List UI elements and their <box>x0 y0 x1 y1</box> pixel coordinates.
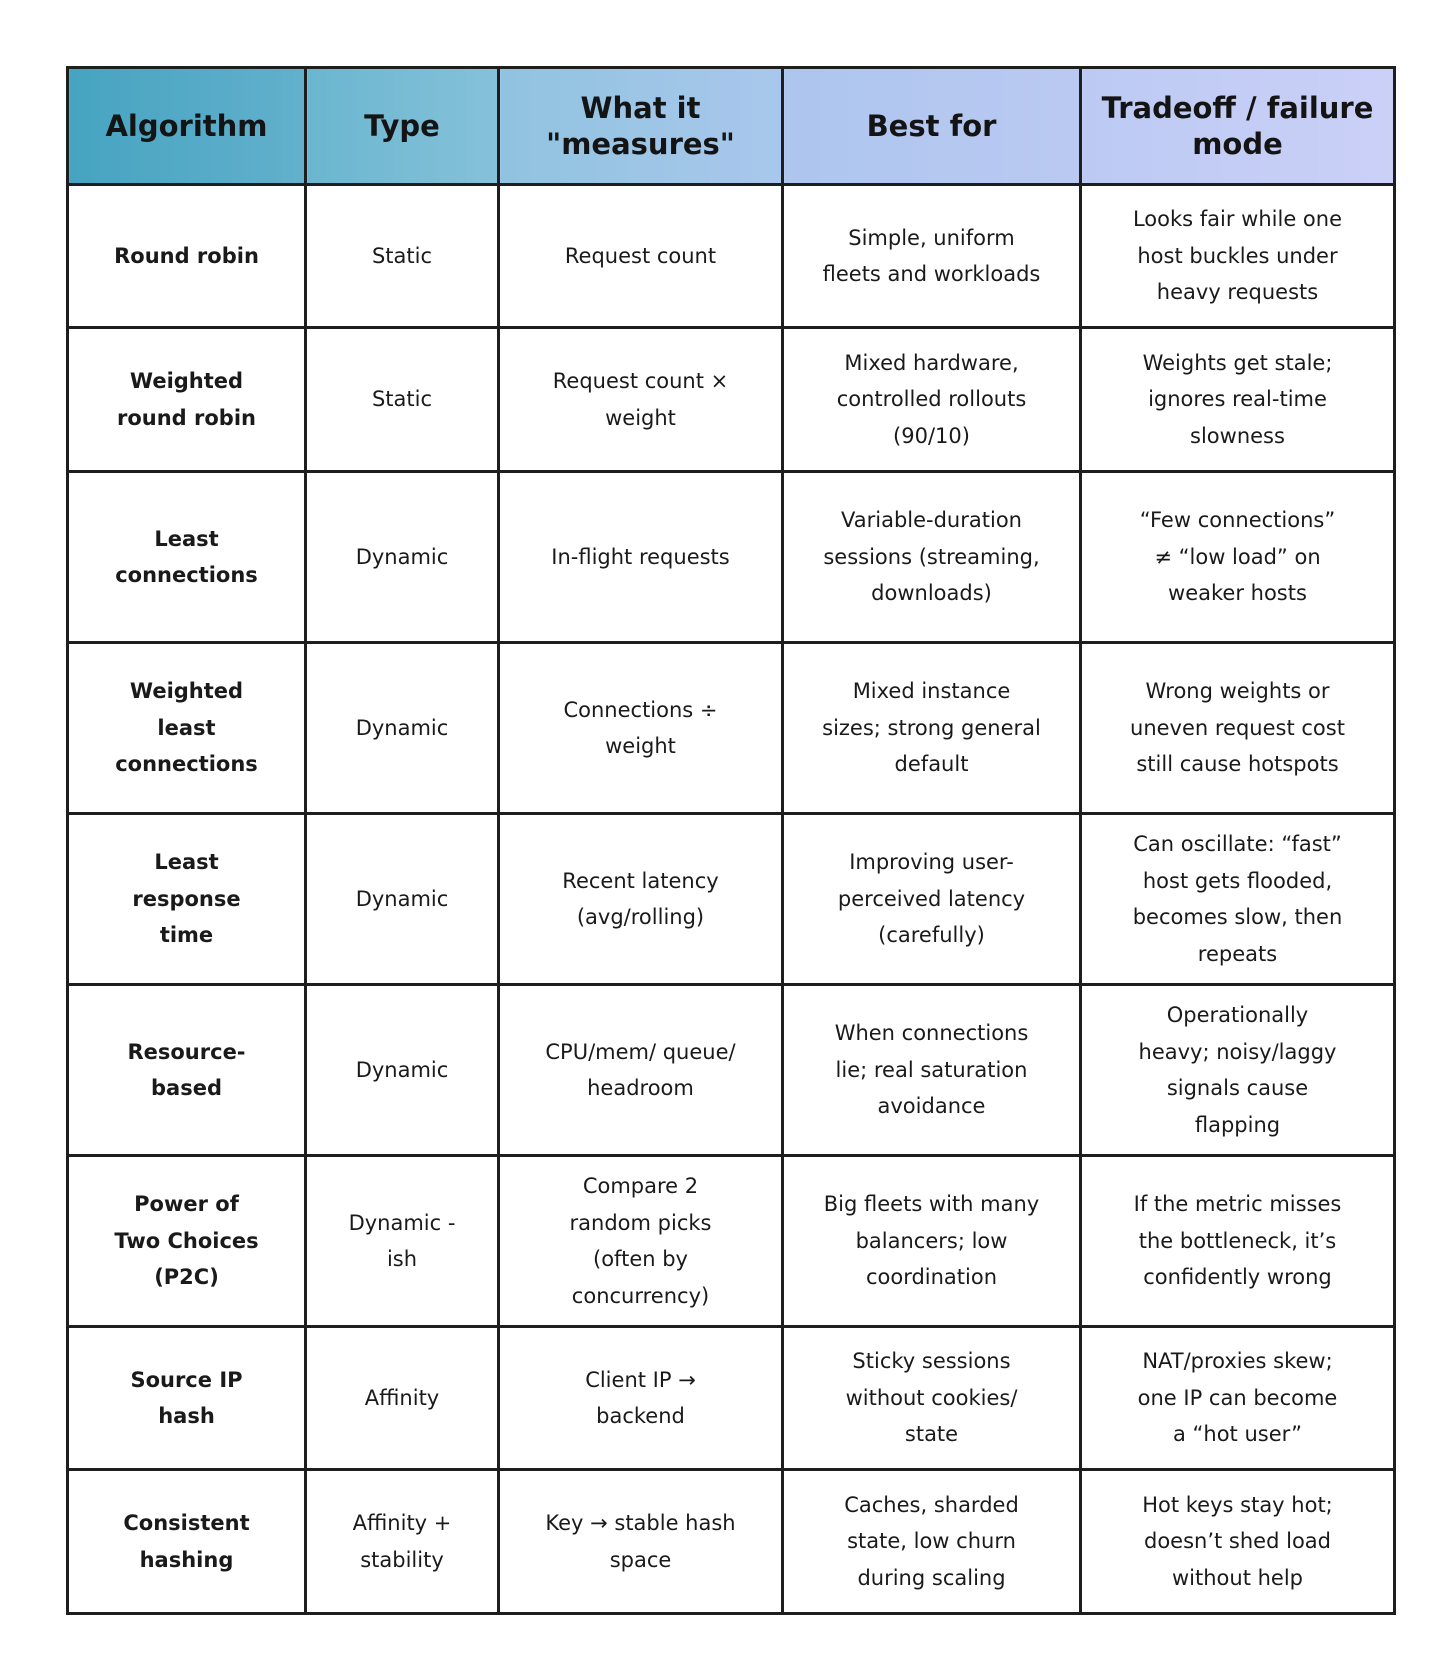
cell-tradeoff: Weights get stale; ignores real-time slowness <box>1081 328 1395 472</box>
cell-measures: Key → stable hash space <box>499 1470 783 1614</box>
cell-type: Affinity <box>306 1327 499 1470</box>
cell-measures: Request count <box>499 185 783 328</box>
cell-type: Dynamic <box>306 643 499 814</box>
cell-tradeoff: Can oscillate: “fast” host gets flooded, becomes slow, then repeats <box>1081 814 1395 985</box>
cell-type: Dynamic <box>306 814 499 985</box>
cell-best-for: Sticky sessions without cookies/ state <box>783 1327 1081 1470</box>
table-row <box>68 1327 1395 1470</box>
table-header <box>68 68 1395 185</box>
load-balancing-algorithms-table <box>66 66 1396 1615</box>
cell-measures: Connections ÷ weight <box>499 643 783 814</box>
cell-algorithm: Weighted round robin <box>68 328 306 472</box>
cell-type: Dynamic -ish <box>306 1156 499 1327</box>
table-row <box>68 1470 1395 1614</box>
cell-best-for: Big fleets with many balancers; low coordination <box>783 1156 1081 1327</box>
header-row <box>68 68 1395 185</box>
cell-type: Dynamic <box>306 472 499 643</box>
cell-algorithm: Consistent hashing <box>68 1470 306 1614</box>
table-row <box>68 1156 1395 1327</box>
table-row <box>68 814 1395 985</box>
cell-tradeoff: Wrong weights or uneven request cost still cause hotspots <box>1081 643 1395 814</box>
cell-type: Affinity + stability <box>306 1470 499 1614</box>
cell-algorithm: Power of Two Choices (P2C) <box>68 1156 306 1327</box>
cell-type: Static <box>306 328 499 472</box>
cell-best-for: Mixed hardware, controlled rollouts (90/10) <box>783 328 1081 472</box>
cell-type: Static <box>306 185 499 328</box>
cell-algorithm: Round robin <box>68 185 306 328</box>
cell-algorithm: Source IP hash <box>68 1327 306 1470</box>
header-tradeoff: Tradeoff / failure mode <box>1081 68 1395 185</box>
table-row <box>68 472 1395 643</box>
cell-tradeoff: Looks fair while one host buckles under heavy requests <box>1081 185 1395 328</box>
cell-tradeoff: Operationally heavy; noisy/laggy signals cause flapping <box>1081 985 1395 1156</box>
header-measures: What it "measures" <box>499 68 783 185</box>
cell-algorithm: Resource-based <box>68 985 306 1156</box>
cell-measures: CPU/mem/ queue/ headroom <box>499 985 783 1156</box>
cell-measures: Client IP → backend <box>499 1327 783 1470</box>
table-row <box>68 643 1395 814</box>
cell-best-for: When connections lie; real saturation avoidance <box>783 985 1081 1156</box>
table-row <box>68 328 1395 472</box>
table-body <box>68 185 1395 1614</box>
cell-tradeoff: Hot keys stay hot; doesn’t shed load without help <box>1081 1470 1395 1614</box>
cell-measures: Request count × weight <box>499 328 783 472</box>
cell-tradeoff: “Few connections” ≠ “low load” on weaker hosts <box>1081 472 1395 643</box>
cell-best-for: Improving user-perceived latency (carefully) <box>783 814 1081 985</box>
cell-measures: In-flight requests <box>499 472 783 643</box>
table-row <box>68 985 1395 1156</box>
cell-best-for: Mixed instance sizes; strong general default <box>783 643 1081 814</box>
cell-tradeoff: If the metric misses the bottleneck, it’s confidently wrong <box>1081 1156 1395 1327</box>
cell-type: Dynamic <box>306 985 499 1156</box>
cell-measures: Compare 2 random picks (often by concurrency) <box>499 1156 783 1327</box>
cell-tradeoff: NAT/proxies skew; one IP can become a “hot user” <box>1081 1327 1395 1470</box>
header-type: Type <box>306 68 499 185</box>
cell-best-for: Variable-duration sessions (streaming, downloads) <box>783 472 1081 643</box>
cell-algorithm: Weighted least connections <box>68 643 306 814</box>
comparison-table-container <box>66 66 1393 1615</box>
header-algorithm: Algorithm <box>68 68 306 185</box>
header-best-for: Best for <box>783 68 1081 185</box>
table-row <box>68 185 1395 328</box>
cell-measures: Recent latency (avg/rolling) <box>499 814 783 985</box>
cell-best-for: Caches, sharded state, low churn during scaling <box>783 1470 1081 1614</box>
cell-algorithm: Least connections <box>68 472 306 643</box>
cell-best-for: Simple, uniform fleets and workloads <box>783 185 1081 328</box>
cell-algorithm: Least response time <box>68 814 306 985</box>
